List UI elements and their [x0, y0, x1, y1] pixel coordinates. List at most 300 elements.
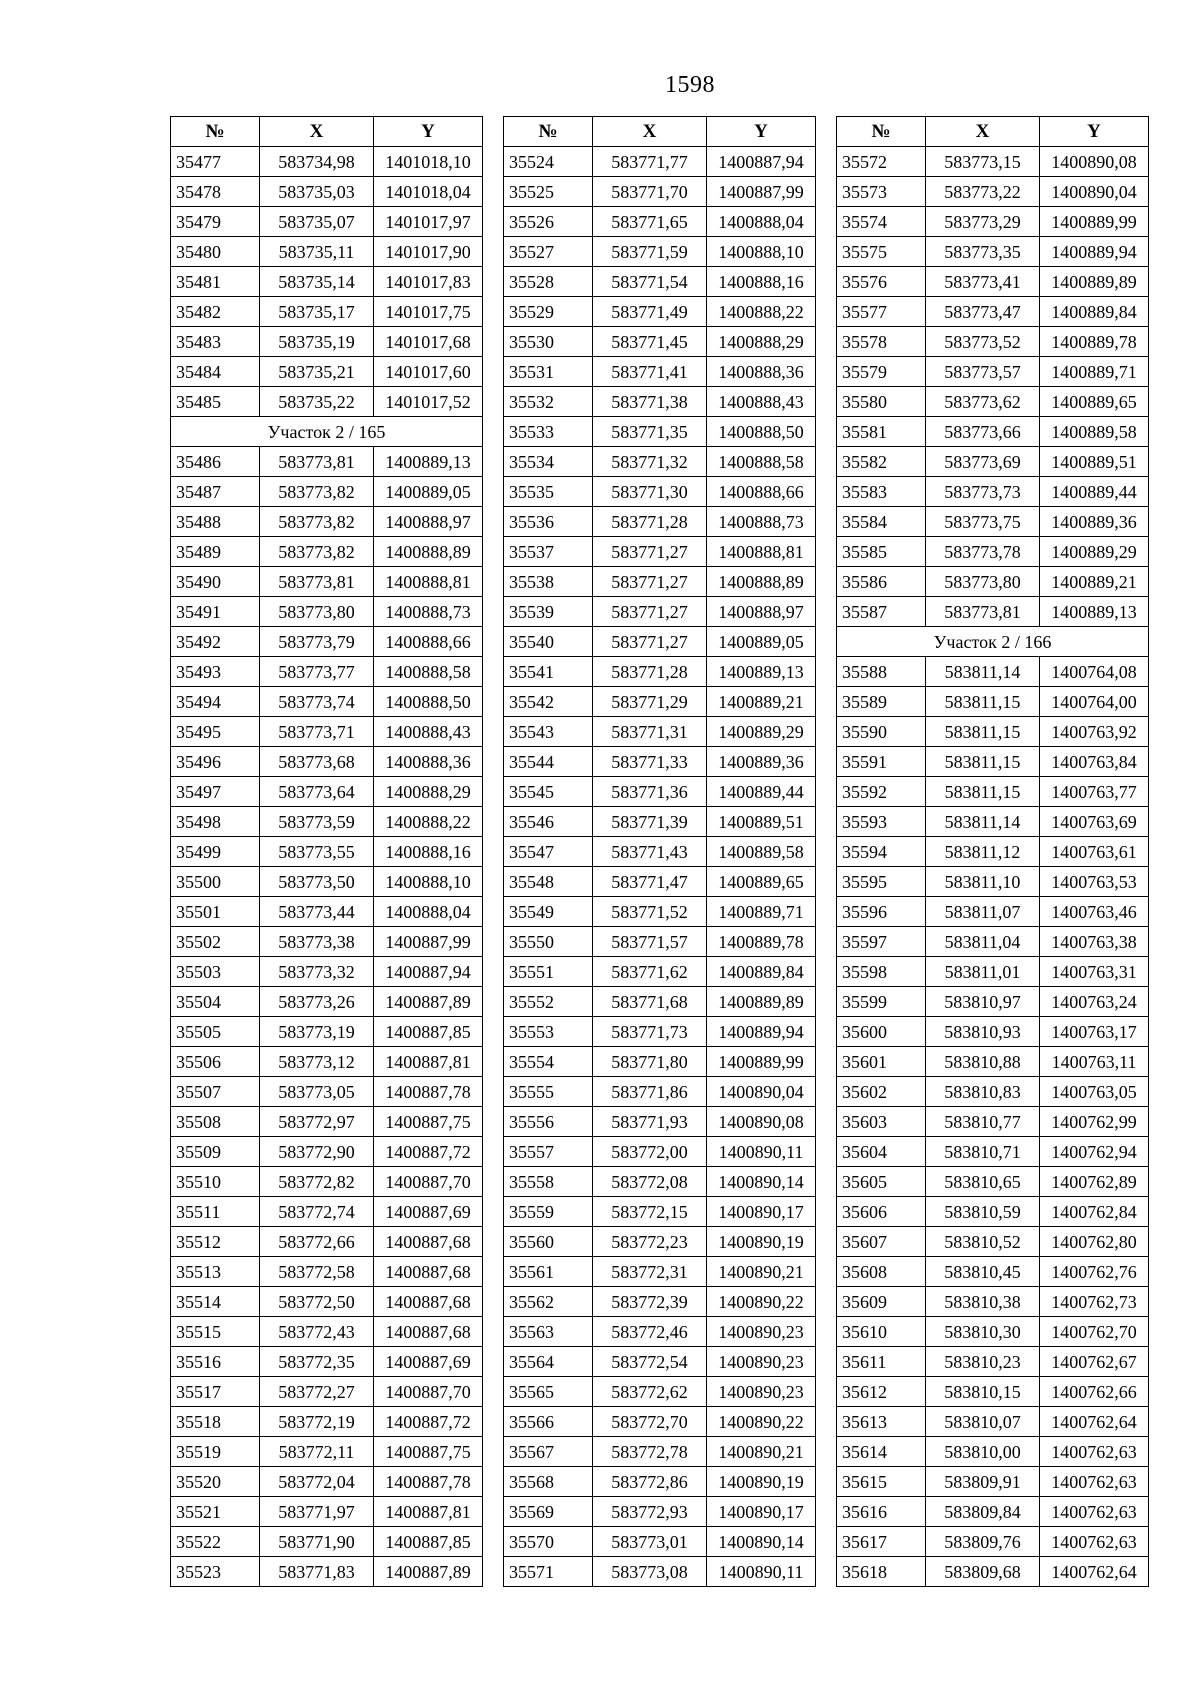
y-coordinate-cell: 1400889,36	[707, 747, 816, 777]
point-number-cell: 35547	[504, 837, 593, 867]
point-number-cell: 35580	[837, 387, 926, 417]
point-number-cell: 35484	[171, 357, 260, 387]
x-coordinate-cell: 583773,08	[593, 1557, 707, 1587]
section-label: Участок 2 / 166	[837, 627, 1149, 657]
table-row	[504, 897, 816, 927]
x-coordinate-cell: 583773,50	[260, 867, 374, 897]
x-coordinate-cell: 583771,35	[593, 417, 707, 447]
y-coordinate-cell: 1400890,19	[707, 1467, 816, 1497]
table-row	[837, 1227, 1149, 1257]
table-row	[837, 537, 1149, 567]
header-y: Y	[374, 117, 483, 147]
x-coordinate-cell: 583772,74	[260, 1197, 374, 1227]
x-coordinate-cell: 583773,62	[926, 387, 1040, 417]
x-coordinate-cell: 583771,28	[593, 507, 707, 537]
x-coordinate-cell: 583810,88	[926, 1047, 1040, 1077]
x-coordinate-cell: 583772,97	[260, 1107, 374, 1137]
y-coordinate-cell: 1400889,78	[707, 927, 816, 957]
y-coordinate-cell: 1400887,75	[374, 1107, 483, 1137]
x-coordinate-cell: 583771,30	[593, 477, 707, 507]
y-coordinate-cell: 1400887,68	[374, 1257, 483, 1287]
x-coordinate-cell: 583772,90	[260, 1137, 374, 1167]
x-coordinate-cell: 583772,43	[260, 1317, 374, 1347]
x-coordinate-cell: 583735,22	[260, 387, 374, 417]
y-coordinate-cell: 1400889,84	[1040, 297, 1149, 327]
x-coordinate-cell: 583811,15	[926, 777, 1040, 807]
y-coordinate-cell: 1400763,53	[1040, 867, 1149, 897]
x-coordinate-cell: 583772,00	[593, 1137, 707, 1167]
point-number-cell: 35578	[837, 327, 926, 357]
table-row	[504, 987, 816, 1017]
x-coordinate-cell: 583772,62	[593, 1377, 707, 1407]
y-coordinate-cell: 1400763,69	[1040, 807, 1149, 837]
x-coordinate-cell: 583773,44	[260, 897, 374, 927]
point-number-cell: 35526	[504, 207, 593, 237]
y-coordinate-cell: 1400889,21	[707, 687, 816, 717]
table-row	[837, 297, 1149, 327]
table-row	[837, 747, 1149, 777]
point-number-cell: 35485	[171, 387, 260, 417]
table-row	[504, 177, 816, 207]
y-coordinate-cell: 1400889,44	[707, 777, 816, 807]
table-row	[504, 957, 816, 987]
table-row	[504, 327, 816, 357]
x-coordinate-cell: 583771,43	[593, 837, 707, 867]
x-coordinate-cell: 583771,36	[593, 777, 707, 807]
y-coordinate-cell: 1400889,99	[1040, 207, 1149, 237]
point-number-cell: 35559	[504, 1197, 593, 1227]
y-coordinate-cell: 1400763,11	[1040, 1047, 1149, 1077]
x-coordinate-cell: 583735,19	[260, 327, 374, 357]
table-row	[837, 1317, 1149, 1347]
y-coordinate-cell: 1400888,58	[374, 657, 483, 687]
table-row	[837, 1287, 1149, 1317]
x-coordinate-cell: 583773,81	[260, 567, 374, 597]
y-coordinate-cell: 1400890,19	[707, 1227, 816, 1257]
y-coordinate-cell: 1400889,84	[707, 957, 816, 987]
table-row	[837, 837, 1149, 867]
table-row	[504, 1557, 816, 1587]
x-coordinate-cell: 583772,35	[260, 1347, 374, 1377]
x-coordinate-cell: 583772,54	[593, 1347, 707, 1377]
y-coordinate-cell: 1400887,69	[374, 1197, 483, 1227]
point-number-cell: 35552	[504, 987, 593, 1017]
point-number-cell: 35488	[171, 507, 260, 537]
point-number-cell: 35615	[837, 1467, 926, 1497]
point-number-cell: 35584	[837, 507, 926, 537]
point-number-cell: 35502	[171, 927, 260, 957]
y-coordinate-cell: 1400889,65	[1040, 387, 1149, 417]
y-coordinate-cell: 1400762,63	[1040, 1497, 1149, 1527]
table-row	[837, 417, 1149, 447]
table-row	[504, 447, 816, 477]
x-coordinate-cell: 583773,78	[926, 537, 1040, 567]
point-number-cell: 35561	[504, 1257, 593, 1287]
x-coordinate-cell: 583810,23	[926, 1347, 1040, 1377]
table-row	[504, 507, 816, 537]
table-row	[504, 1017, 816, 1047]
x-coordinate-cell: 583810,07	[926, 1407, 1040, 1437]
table-row	[837, 477, 1149, 507]
y-coordinate-cell: 1400889,89	[707, 987, 816, 1017]
table-row	[837, 177, 1149, 207]
y-coordinate-cell: 1400762,89	[1040, 1167, 1149, 1197]
x-coordinate-cell: 583735,14	[260, 267, 374, 297]
x-coordinate-cell: 583773,75	[926, 507, 1040, 537]
section-label: Участок 2 / 165	[171, 417, 483, 447]
x-coordinate-cell: 583772,86	[593, 1467, 707, 1497]
point-number-cell: 35605	[837, 1167, 926, 1197]
table-row	[837, 1137, 1149, 1167]
x-coordinate-cell: 583811,01	[926, 957, 1040, 987]
point-number-cell: 35542	[504, 687, 593, 717]
y-coordinate-cell: 1400889,36	[1040, 507, 1149, 537]
x-coordinate-cell: 583809,68	[926, 1557, 1040, 1587]
point-number-cell: 35609	[837, 1287, 926, 1317]
table-row	[504, 687, 816, 717]
table-row	[171, 1047, 483, 1077]
x-coordinate-cell: 583771,47	[593, 867, 707, 897]
point-number-cell: 35525	[504, 177, 593, 207]
x-coordinate-cell: 583771,49	[593, 297, 707, 327]
y-coordinate-cell: 1400890,22	[707, 1287, 816, 1317]
table-row	[171, 747, 483, 777]
table-row	[837, 1197, 1149, 1227]
y-coordinate-cell: 1400887,72	[374, 1137, 483, 1167]
y-coordinate-cell: 1400888,10	[707, 237, 816, 267]
page-number: 1598	[665, 72, 715, 98]
point-number-cell: 35500	[171, 867, 260, 897]
y-coordinate-cell: 1400888,66	[374, 627, 483, 657]
y-coordinate-cell: 1400763,24	[1040, 987, 1149, 1017]
point-number-cell: 35554	[504, 1047, 593, 1077]
x-coordinate-cell: 583773,22	[926, 177, 1040, 207]
x-coordinate-cell: 583771,38	[593, 387, 707, 417]
point-number-cell: 35517	[171, 1377, 260, 1407]
table-row	[171, 267, 483, 297]
y-coordinate-cell: 1400763,92	[1040, 717, 1149, 747]
point-number-cell: 35519	[171, 1437, 260, 1467]
table-row	[504, 1107, 816, 1137]
x-coordinate-cell: 583772,19	[260, 1407, 374, 1437]
point-number-cell: 35604	[837, 1137, 926, 1167]
point-number-cell: 35496	[171, 747, 260, 777]
x-coordinate-cell: 583773,35	[926, 237, 1040, 267]
y-coordinate-cell: 1400887,68	[374, 1227, 483, 1257]
y-coordinate-cell: 1400762,70	[1040, 1317, 1149, 1347]
x-coordinate-cell: 583772,70	[593, 1407, 707, 1437]
point-number-cell: 35492	[171, 627, 260, 657]
x-coordinate-cell: 583773,82	[260, 537, 374, 567]
x-coordinate-cell: 583773,73	[926, 477, 1040, 507]
point-number-cell: 35548	[504, 867, 593, 897]
point-number-cell: 35588	[837, 657, 926, 687]
x-coordinate-cell: 583773,80	[260, 597, 374, 627]
y-coordinate-cell: 1400888,36	[707, 357, 816, 387]
y-coordinate-cell: 1400887,85	[374, 1017, 483, 1047]
table-row	[504, 537, 816, 567]
point-number-cell: 35585	[837, 537, 926, 567]
table-row	[504, 1137, 816, 1167]
point-number-cell: 35550	[504, 927, 593, 957]
point-number-cell: 35563	[504, 1317, 593, 1347]
x-coordinate-cell: 583771,45	[593, 327, 707, 357]
x-coordinate-cell: 583809,84	[926, 1497, 1040, 1527]
table-row	[171, 1107, 483, 1137]
y-coordinate-cell: 1400887,70	[374, 1167, 483, 1197]
table-row	[504, 837, 816, 867]
x-coordinate-cell: 583810,38	[926, 1287, 1040, 1317]
y-coordinate-cell: 1400888,16	[374, 837, 483, 867]
point-number-cell: 35482	[171, 297, 260, 327]
y-coordinate-cell: 1400888,66	[707, 477, 816, 507]
y-coordinate-cell: 1401017,52	[374, 387, 483, 417]
table-row	[837, 237, 1149, 267]
x-coordinate-cell: 583772,58	[260, 1257, 374, 1287]
point-number-cell: 35514	[171, 1287, 260, 1317]
table-row	[171, 1137, 483, 1167]
y-coordinate-cell: 1400762,84	[1040, 1197, 1149, 1227]
y-coordinate-cell: 1400888,10	[374, 867, 483, 897]
y-coordinate-cell: 1400888,50	[374, 687, 483, 717]
table-row	[171, 147, 483, 177]
y-coordinate-cell: 1401018,10	[374, 147, 483, 177]
point-number-cell: 35566	[504, 1407, 593, 1437]
x-coordinate-cell: 583734,98	[260, 147, 374, 177]
point-number-cell: 35489	[171, 537, 260, 567]
x-coordinate-cell: 583773,47	[926, 297, 1040, 327]
x-coordinate-cell: 583811,15	[926, 687, 1040, 717]
table-row	[837, 1527, 1149, 1557]
point-number-cell: 35591	[837, 747, 926, 777]
table-row	[504, 1317, 816, 1347]
point-number-cell: 35569	[504, 1497, 593, 1527]
point-number-cell: 35600	[837, 1017, 926, 1047]
header-x: X	[926, 117, 1040, 147]
table-row	[504, 1287, 816, 1317]
table-row	[171, 357, 483, 387]
y-coordinate-cell: 1400887,94	[707, 147, 816, 177]
table-row	[171, 807, 483, 837]
point-number-cell: 35574	[837, 207, 926, 237]
point-number-cell: 35491	[171, 597, 260, 627]
point-number-cell: 35593	[837, 807, 926, 837]
point-number-cell: 35597	[837, 927, 926, 957]
point-number-cell: 35575	[837, 237, 926, 267]
point-number-cell: 35505	[171, 1017, 260, 1047]
table-row	[504, 1467, 816, 1497]
x-coordinate-cell: 583771,39	[593, 807, 707, 837]
table-row	[837, 957, 1149, 987]
table-row	[504, 147, 816, 177]
x-coordinate-cell: 583810,97	[926, 987, 1040, 1017]
point-number-cell: 35589	[837, 687, 926, 717]
point-number-cell: 35537	[504, 537, 593, 567]
point-number-cell: 35497	[171, 777, 260, 807]
y-coordinate-cell: 1400889,65	[707, 867, 816, 897]
x-coordinate-cell: 583773,64	[260, 777, 374, 807]
point-number-cell: 35510	[171, 1167, 260, 1197]
point-number-cell: 35504	[171, 987, 260, 1017]
y-coordinate-cell: 1400889,71	[707, 897, 816, 927]
point-number-cell: 35610	[837, 1317, 926, 1347]
point-number-cell: 35617	[837, 1527, 926, 1557]
point-number-cell: 35613	[837, 1407, 926, 1437]
x-coordinate-cell: 583771,57	[593, 927, 707, 957]
y-coordinate-cell: 1400890,08	[707, 1107, 816, 1137]
table-row	[171, 897, 483, 927]
table-row	[837, 927, 1149, 957]
y-coordinate-cell: 1400762,63	[1040, 1437, 1149, 1467]
table-header-row	[171, 117, 483, 147]
table-row	[171, 717, 483, 747]
table-row	[504, 627, 816, 657]
x-coordinate-cell: 583810,45	[926, 1257, 1040, 1287]
x-coordinate-cell: 583773,41	[926, 267, 1040, 297]
point-number-cell: 35523	[171, 1557, 260, 1587]
x-coordinate-cell: 583772,39	[593, 1287, 707, 1317]
x-coordinate-cell: 583773,52	[926, 327, 1040, 357]
y-coordinate-cell: 1400887,72	[374, 1407, 483, 1437]
table-row	[171, 687, 483, 717]
table-row	[504, 717, 816, 747]
x-coordinate-cell: 583771,29	[593, 687, 707, 717]
table-row	[837, 357, 1149, 387]
x-coordinate-cell: 583773,74	[260, 687, 374, 717]
y-coordinate-cell: 1400890,11	[707, 1137, 816, 1167]
table-row	[171, 297, 483, 327]
x-coordinate-cell: 583771,27	[593, 537, 707, 567]
table-row	[837, 807, 1149, 837]
y-coordinate-cell: 1401017,83	[374, 267, 483, 297]
table-row	[837, 1407, 1149, 1437]
point-number-cell: 35515	[171, 1317, 260, 1347]
point-number-cell: 35562	[504, 1287, 593, 1317]
table-row	[504, 777, 816, 807]
x-coordinate-cell: 583772,11	[260, 1437, 374, 1467]
point-number-cell: 35480	[171, 237, 260, 267]
x-coordinate-cell: 583810,65	[926, 1167, 1040, 1197]
table-row	[837, 597, 1149, 627]
point-number-cell: 35611	[837, 1347, 926, 1377]
y-coordinate-cell: 1400763,61	[1040, 837, 1149, 867]
point-number-cell: 35520	[171, 1467, 260, 1497]
y-coordinate-cell: 1400763,17	[1040, 1017, 1149, 1047]
point-number-cell: 35539	[504, 597, 593, 627]
table-row	[504, 1197, 816, 1227]
y-coordinate-cell: 1400890,04	[1040, 177, 1149, 207]
table-row	[837, 1257, 1149, 1287]
y-coordinate-cell: 1400887,94	[374, 957, 483, 987]
table-row	[837, 1077, 1149, 1107]
x-coordinate-cell: 583811,12	[926, 837, 1040, 867]
table-row	[171, 1497, 483, 1527]
x-coordinate-cell: 583772,15	[593, 1197, 707, 1227]
point-number-cell: 35536	[504, 507, 593, 537]
point-number-cell: 35606	[837, 1197, 926, 1227]
y-coordinate-cell: 1400888,36	[374, 747, 483, 777]
point-number-cell: 35590	[837, 717, 926, 747]
x-coordinate-cell: 583773,38	[260, 927, 374, 957]
y-coordinate-cell: 1400888,22	[707, 297, 816, 327]
y-coordinate-cell: 1400889,94	[1040, 237, 1149, 267]
point-number-cell: 35602	[837, 1077, 926, 1107]
table-row	[171, 1527, 483, 1557]
table-row	[171, 927, 483, 957]
y-coordinate-cell: 1400889,78	[1040, 327, 1149, 357]
point-number-cell: 35528	[504, 267, 593, 297]
point-number-cell: 35516	[171, 1347, 260, 1377]
point-number-cell: 35499	[171, 837, 260, 867]
point-number-cell: 35486	[171, 447, 260, 477]
point-number-cell: 35564	[504, 1347, 593, 1377]
point-number-cell: 35540	[504, 627, 593, 657]
point-number-cell: 35479	[171, 207, 260, 237]
x-coordinate-cell: 583773,55	[260, 837, 374, 867]
coordinates-table-3	[836, 116, 1149, 1587]
y-coordinate-cell: 1400888,97	[374, 507, 483, 537]
point-number-cell: 35592	[837, 777, 926, 807]
y-coordinate-cell: 1400889,29	[707, 717, 816, 747]
y-coordinate-cell: 1400889,05	[707, 627, 816, 657]
point-number-cell: 35478	[171, 177, 260, 207]
table-row	[837, 1467, 1149, 1497]
point-number-cell: 35507	[171, 1077, 260, 1107]
table-header-row	[504, 117, 816, 147]
y-coordinate-cell: 1400888,16	[707, 267, 816, 297]
table-row	[837, 1107, 1149, 1137]
x-coordinate-cell: 583810,77	[926, 1107, 1040, 1137]
x-coordinate-cell: 583735,21	[260, 357, 374, 387]
table-row	[504, 1527, 816, 1557]
point-number-cell: 35603	[837, 1107, 926, 1137]
x-coordinate-cell: 583771,97	[260, 1497, 374, 1527]
table-row	[171, 1377, 483, 1407]
table-row	[171, 1557, 483, 1587]
x-coordinate-cell: 583811,04	[926, 927, 1040, 957]
y-coordinate-cell: 1400762,66	[1040, 1377, 1149, 1407]
point-number-cell: 35524	[504, 147, 593, 177]
coordinates-table-2	[503, 116, 816, 1587]
point-number-cell: 35555	[504, 1077, 593, 1107]
y-coordinate-cell: 1400890,23	[707, 1317, 816, 1347]
x-coordinate-cell: 583771,73	[593, 1017, 707, 1047]
y-coordinate-cell: 1400888,04	[374, 897, 483, 927]
point-number-cell: 35535	[504, 477, 593, 507]
y-coordinate-cell: 1400887,68	[374, 1317, 483, 1347]
point-number-cell: 35570	[504, 1527, 593, 1557]
y-coordinate-cell: 1400888,89	[374, 537, 483, 567]
y-coordinate-cell: 1400764,08	[1040, 657, 1149, 687]
y-coordinate-cell: 1400888,04	[707, 207, 816, 237]
point-number-cell: 35487	[171, 477, 260, 507]
table-row	[171, 447, 483, 477]
table-row	[171, 627, 483, 657]
table-row	[837, 1347, 1149, 1377]
table-row	[171, 957, 483, 987]
y-coordinate-cell: 1400889,94	[707, 1017, 816, 1047]
x-coordinate-cell: 583771,32	[593, 447, 707, 477]
y-coordinate-cell: 1400888,89	[707, 567, 816, 597]
point-number-cell: 35490	[171, 567, 260, 597]
x-coordinate-cell: 583811,07	[926, 897, 1040, 927]
table-row	[171, 837, 483, 867]
x-coordinate-cell: 583810,93	[926, 1017, 1040, 1047]
table-row	[171, 1167, 483, 1197]
y-coordinate-cell: 1400889,89	[1040, 267, 1149, 297]
point-number-cell: 35532	[504, 387, 593, 417]
table-row	[837, 327, 1149, 357]
